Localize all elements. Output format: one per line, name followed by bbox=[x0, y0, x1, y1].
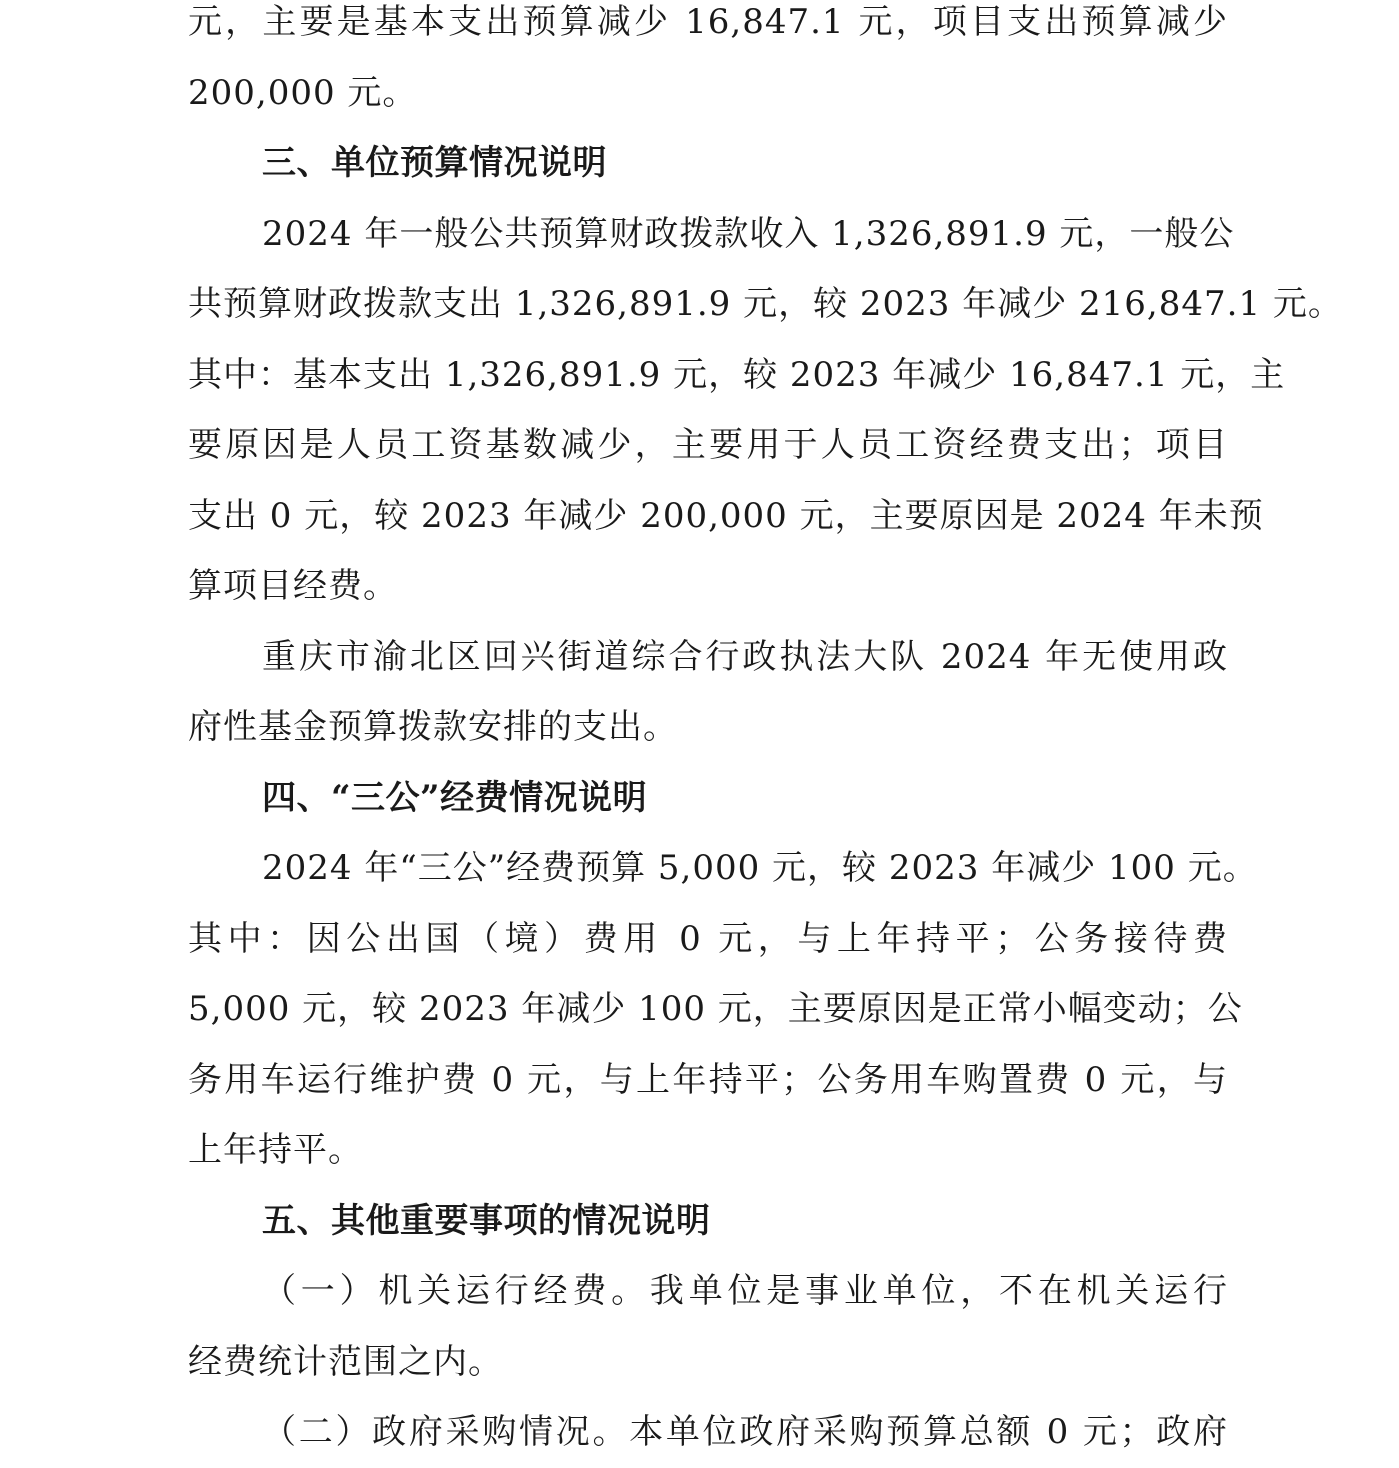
text-line: 算项目经费。 bbox=[188, 566, 398, 606]
text-line: 务用车运行维护费 0 元，与上年持平；公务用车购置费 0 元，与 bbox=[188, 1059, 1228, 1100]
paragraph-unit-budget bbox=[188, 199, 1343, 622]
text-line: 府性基金预算拨款安排的支出。 bbox=[188, 707, 678, 747]
text-line: 200,000 元。 bbox=[188, 72, 418, 113]
text-line: 上年持平。 bbox=[188, 1130, 363, 1170]
text-line: 其中：因公出国（境）费用 0 元，与上年持平；公务接待费 bbox=[188, 918, 1228, 959]
paragraph-fund-budget bbox=[188, 622, 1228, 763]
text-line: 5,000 元，较 2023 年减少 100 元，主要原因是正常小幅变动；公 bbox=[188, 989, 1243, 1029]
text-line: 元，主要是基本支出预算减少 16,847.1 元，项目支出预算减少 bbox=[188, 2, 1228, 42]
text-line: （二）政府采购情况。本单位政府采购预算总额 0 元；政府 bbox=[262, 1412, 1228, 1452]
text-line: 2024 年“三公”经费预算 5,000 元，较 2023 年减少 100 元。 bbox=[262, 848, 1258, 888]
text-line: 2024 年一般公共预算财政拨款收入 1,326,891.9 元，一般公 bbox=[262, 213, 1235, 254]
text-line: 重庆市渝北区回兴街道综合行政执法大队 2024 年无使用政 bbox=[262, 636, 1228, 677]
text-line: 经费统计范围之内。 bbox=[188, 1341, 503, 1382]
text-line: 其中：基本支出 1,326,891.9 元，较 2023 年减少 16,847.1 元，主 bbox=[188, 354, 1286, 395]
section-heading: 五、其他重要事项的情况说明 bbox=[262, 1200, 711, 1241]
text-line: （一）机关运行经费。我单位是事业单位，不在机关运行 bbox=[262, 1271, 1228, 1311]
section-heading: 三、单位预算情况说明 bbox=[262, 143, 607, 183]
text-line: 要原因是人员工资基数减少，主要用于人员工资经费支出；项目 bbox=[188, 425, 1228, 465]
paragraph-three-public bbox=[188, 833, 1258, 1186]
section-heading: 四、“三公”经费情况说明 bbox=[262, 777, 648, 818]
text-line: 共预算财政拨款支出 1,326,891.9 元，较 2023 年减少 216,847.1 元。 bbox=[188, 284, 1343, 324]
text-line: 支出 0 元，较 2023 年减少 200,000 元，主要原因是 2024 年未预 bbox=[188, 495, 1264, 536]
paragraph-operating-costs bbox=[188, 1256, 1228, 1397]
document-page bbox=[188, 0, 1343, 1468]
paragraph-continuation bbox=[188, 0, 1228, 128]
